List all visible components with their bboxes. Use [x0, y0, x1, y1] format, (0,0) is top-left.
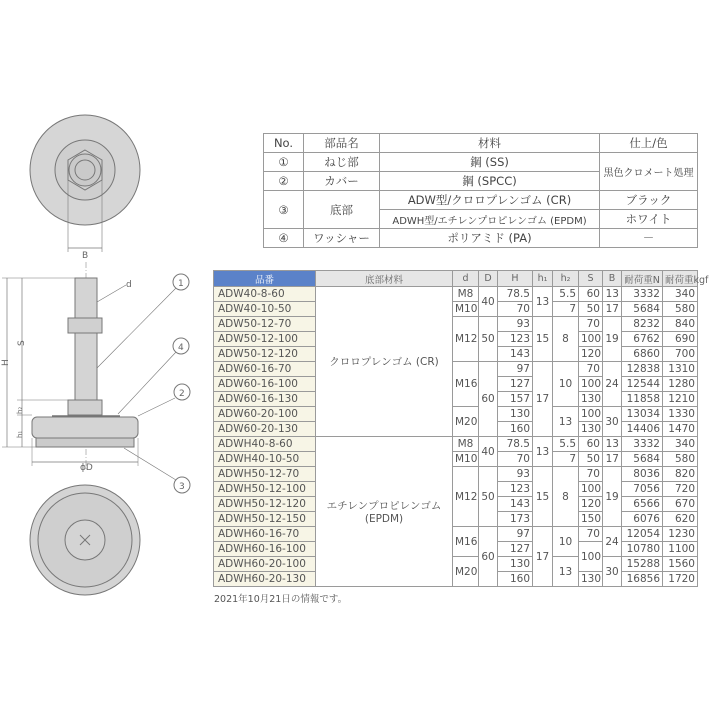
cell-load-kgf: 690 — [663, 332, 698, 347]
dim-h-label: H — [1, 359, 11, 366]
cell-S: 120 — [579, 347, 603, 362]
table-row — [214, 317, 698, 332]
cell-h2: 7 — [553, 302, 579, 317]
callout-2: 2 — [179, 389, 185, 399]
header-D: D — [479, 271, 498, 287]
part-material: ポリアミド (PA) — [380, 229, 600, 248]
cell-h1: 17 — [533, 362, 553, 437]
table-row — [214, 287, 698, 302]
cell-load-n: 13034 — [622, 407, 663, 422]
cell-load-kgf: 1720 — [663, 572, 698, 587]
table-row — [214, 467, 698, 482]
cell-part-number: ADW50-12-120 — [214, 347, 316, 362]
cell-load-n: 6762 — [622, 332, 663, 347]
part-finish: － — [600, 229, 698, 248]
cell-h2: 13 — [553, 557, 579, 587]
table-row — [264, 229, 698, 248]
callout-1: 1 — [178, 279, 184, 289]
cell-load-n: 12838 — [622, 362, 663, 377]
cell-load-n: 10780 — [622, 542, 663, 557]
cell-load-kgf: 1100 — [663, 542, 698, 557]
cell-S: 120 — [579, 497, 603, 512]
cell-H: 93 — [498, 467, 533, 482]
cell-B: 30 — [603, 557, 622, 587]
cell-load-kgf: 580 — [663, 302, 698, 317]
cell-H: 130 — [498, 557, 533, 572]
cell-B: 24 — [603, 362, 622, 407]
cell-load-kgf: 340 — [663, 287, 698, 302]
table-row — [214, 437, 698, 452]
cell-S: 100 — [579, 377, 603, 392]
cell-H: 70 — [498, 452, 533, 467]
cell-load-kgf: 1310 — [663, 362, 698, 377]
cell-H: 130 — [498, 407, 533, 422]
part-name: 底部 — [304, 191, 380, 229]
cell-D: 50 — [479, 317, 498, 362]
header-h1: h₁ — [533, 271, 553, 287]
cell-S: 60 — [579, 437, 603, 452]
cell-load-n: 12054 — [622, 527, 663, 542]
cell-part-number: ADW40-8-60 — [214, 287, 316, 302]
part-finish: ホワイト — [600, 210, 698, 229]
header-S: S — [579, 271, 603, 287]
cell-load-kgf: 1280 — [663, 377, 698, 392]
part-no: ④ — [264, 229, 304, 248]
cell-d: M12 — [453, 317, 479, 362]
table-row — [214, 302, 698, 317]
cell-S: 130 — [579, 392, 603, 407]
table-row — [264, 153, 698, 172]
part-no: ② — [264, 172, 304, 191]
part-no: ① — [264, 153, 304, 172]
cell-load-n: 7056 — [622, 482, 663, 497]
technical-drawing — [0, 0, 210, 600]
cell-d: M8 — [453, 437, 479, 452]
cell-part-number: ADW60-16-130 — [214, 392, 316, 407]
cell-D: 60 — [479, 527, 498, 587]
cell-part-number: ADWH60-20-100 — [214, 557, 316, 572]
cell-H: 143 — [498, 347, 533, 362]
cell-H: 173 — [498, 512, 533, 527]
cell-part-number: ADW50-12-100 — [214, 332, 316, 347]
cell-h2: 8 — [553, 317, 579, 362]
header-no: No. — [264, 134, 304, 153]
cell-load-n: 5684 — [622, 302, 663, 317]
cell-load-kgf: 820 — [663, 467, 698, 482]
part-material: ADW型/クロロプレンゴム (CR) — [380, 191, 600, 210]
table-row — [214, 527, 698, 542]
cell-d: M8 — [453, 287, 479, 302]
cell-load-n: 6566 — [622, 497, 663, 512]
header-load-n: 耐荷重N — [622, 271, 663, 287]
cell-part-number: ADWH50-12-70 — [214, 467, 316, 482]
cell-D: 60 — [479, 362, 498, 437]
cell-B: 24 — [603, 527, 622, 557]
cell-load-kgf: 700 — [663, 347, 698, 362]
bottom-view — [30, 485, 140, 595]
cell-S: 50 — [579, 302, 603, 317]
cell-H: 160 — [498, 572, 533, 587]
part-material: 鋼 (SS) — [380, 153, 600, 172]
cell-h2: 5.5 — [553, 437, 579, 452]
dim-b-label: B — [82, 251, 89, 261]
header-part-name: 部品名 — [304, 134, 380, 153]
cell-part-number: ADW60-16-100 — [214, 377, 316, 392]
cell-load-n: 5684 — [622, 452, 663, 467]
top-view — [30, 115, 140, 252]
cell-h1: 15 — [533, 317, 553, 362]
cell-H: 127 — [498, 542, 533, 557]
cell-B: 13 — [603, 437, 622, 452]
part-name: ねじ部 — [304, 153, 380, 172]
cell-S: 50 — [579, 452, 603, 467]
dim-h2-label: h₂ — [16, 406, 24, 414]
cell-h2: 13 — [553, 407, 579, 437]
cell-h2: 7 — [553, 452, 579, 467]
callout-4: 4 — [178, 343, 184, 353]
cell-load-kgf: 1330 — [663, 407, 698, 422]
cell-part-number: ADWH60-20-130 — [214, 572, 316, 587]
cell-load-kgf: 1470 — [663, 422, 698, 437]
cell-load-kgf: 620 — [663, 512, 698, 527]
cell-h1: 13 — [533, 437, 553, 467]
cell-part-number: ADW60-20-130 — [214, 422, 316, 437]
cell-D: 40 — [479, 437, 498, 467]
cell-D: 40 — [479, 287, 498, 317]
dim-h1-label: h₁ — [16, 430, 24, 438]
cell-S: 130 — [579, 572, 603, 587]
cell-d: M12 — [453, 467, 479, 527]
header-part-number: 品番 — [214, 271, 316, 287]
cell-load-kgf: 1560 — [663, 557, 698, 572]
cell-d: M16 — [453, 362, 479, 407]
table-row — [214, 557, 698, 572]
cell-load-kgf: 840 — [663, 317, 698, 332]
cell-B: 30 — [603, 407, 622, 437]
cell-load-kgf: 340 — [663, 437, 698, 452]
part-material: 鋼 (SPCC) — [380, 172, 600, 191]
cell-part-number: ADW50-12-70 — [214, 317, 316, 332]
cell-H: 97 — [498, 527, 533, 542]
cell-h2: 10 — [553, 527, 579, 557]
dim-d-label: d — [126, 280, 132, 290]
cell-B: 19 — [603, 317, 622, 362]
cell-part-number: ADWH50-12-150 — [214, 512, 316, 527]
cell-part-number: ADW60-16-70 — [214, 362, 316, 377]
spec-table — [213, 270, 709, 587]
cell-H: 143 — [498, 497, 533, 512]
cell-H: 157 — [498, 392, 533, 407]
callout-3: 3 — [179, 482, 185, 492]
cell-part-number: ADWH50-12-120 — [214, 497, 316, 512]
header-B: B — [603, 271, 622, 287]
part-name: ワッシャー — [304, 229, 380, 248]
cell-H: 93 — [498, 317, 533, 332]
cell-part-number: ADWH60-16-100 — [214, 542, 316, 557]
header-load-kgf: 耐荷重kgf — [663, 271, 698, 287]
cell-S: 70 — [579, 527, 603, 542]
cell-load-n: 15288 — [622, 557, 663, 572]
cell-H: 160 — [498, 422, 533, 437]
cell-S: 70 — [579, 317, 603, 332]
cell-d: M10 — [453, 452, 479, 467]
cell-load-kgf: 1210 — [663, 392, 698, 407]
cell-load-n: 12544 — [622, 377, 663, 392]
cell-d: M16 — [453, 527, 479, 557]
cell-S: 130 — [579, 422, 603, 437]
cell-h1: 17 — [533, 527, 553, 587]
cell-part-number: ADWH60-16-70 — [214, 527, 316, 542]
cell-D: 50 — [479, 467, 498, 527]
cell-S: 100 — [579, 482, 603, 497]
cell-H: 123 — [498, 482, 533, 497]
header-H: H — [498, 271, 533, 287]
cell-load-n: 3332 — [622, 287, 663, 302]
cell-load-kgf: 1230 — [663, 527, 698, 542]
cell-load-n: 6860 — [622, 347, 663, 362]
parts-material-table — [263, 133, 698, 248]
cell-S: 60 — [579, 287, 603, 302]
part-material: ADWH型/エチレンプロピレンゴム (EPDM) — [380, 210, 600, 229]
part-finish: ブラック — [600, 191, 698, 210]
cell-load-kgf: 580 — [663, 452, 698, 467]
cell-h2: 8 — [553, 467, 579, 527]
cell-part-number: ADWH40-10-50 — [214, 452, 316, 467]
table-row — [214, 362, 698, 377]
header-finish: 仕上/色 — [600, 134, 698, 153]
cell-load-kgf: 720 — [663, 482, 698, 497]
cell-load-n: 6076 — [622, 512, 663, 527]
base-material: エチレンプロピレンゴム (EPDM) — [316, 437, 453, 587]
cell-S: 100 — [579, 407, 603, 422]
part-name: カバー — [304, 172, 380, 191]
cell-h1: 13 — [533, 287, 553, 317]
dim-phid-label: ϕD — [80, 463, 93, 473]
cell-h2: 10 — [553, 362, 579, 407]
cell-B: 13 — [603, 287, 622, 302]
cell-d: M10 — [453, 302, 479, 317]
cell-load-n: 16856 — [622, 572, 663, 587]
cell-part-number: ADW40-10-50 — [214, 302, 316, 317]
side-view — [2, 262, 190, 493]
cell-B: 19 — [603, 467, 622, 527]
cell-H: 123 — [498, 332, 533, 347]
cell-load-kgf: 670 — [663, 497, 698, 512]
cell-h1: 15 — [533, 467, 553, 527]
cell-H: 78.5 — [498, 437, 533, 452]
cell-part-number: ADWH40-8-60 — [214, 437, 316, 452]
header-material: 材料 — [380, 134, 600, 153]
header-h2: h₂ — [553, 271, 579, 287]
dim-s-label: S — [17, 340, 27, 346]
part-no: ③ — [264, 191, 304, 229]
cell-S: 70 — [579, 467, 603, 482]
base-material: クロロプレンゴム (CR) — [316, 287, 453, 437]
cell-load-n: 11858 — [622, 392, 663, 407]
cell-d: M20 — [453, 557, 479, 587]
cell-B: 17 — [603, 302, 622, 317]
header-d: d — [453, 271, 479, 287]
info-date-note: 2021年10月21日の情報です。 — [214, 594, 348, 605]
cell-load-n: 8036 — [622, 467, 663, 482]
cell-d: M20 — [453, 407, 479, 437]
cell-H: 70 — [498, 302, 533, 317]
cell-S: 70 — [579, 362, 603, 377]
cell-B: 17 — [603, 452, 622, 467]
cell-S: 100 — [579, 542, 603, 572]
cell-load-n: 14406 — [622, 422, 663, 437]
cell-load-n: 3332 — [622, 437, 663, 452]
table-row — [264, 191, 698, 210]
cell-S: 150 — [579, 512, 603, 527]
table-row — [214, 407, 698, 422]
header-base-material: 底部材料 — [316, 271, 453, 287]
cell-h2: 5.5 — [553, 287, 579, 302]
cell-part-number: ADWH50-12-100 — [214, 482, 316, 497]
cell-H: 127 — [498, 377, 533, 392]
part-finish: 黒色クロメート処理 — [600, 153, 698, 191]
cell-S: 100 — [579, 332, 603, 347]
cell-load-n: 8232 — [622, 317, 663, 332]
cell-H: 97 — [498, 362, 533, 377]
table-row — [214, 452, 698, 467]
cell-H: 78.5 — [498, 287, 533, 302]
cell-part-number: ADW60-20-100 — [214, 407, 316, 422]
